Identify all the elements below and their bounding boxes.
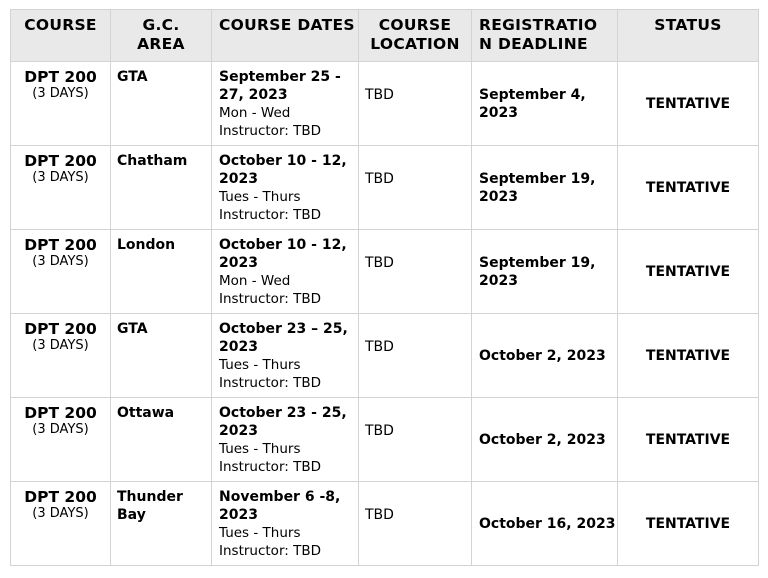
area-name-line2: Bay <box>117 507 146 523</box>
table-row <box>11 230 759 314</box>
status-cell: TENTATIVE <box>618 398 759 482</box>
date-range-line1: September 25 - <box>219 69 341 85</box>
weekday-range: Mon - Wed <box>219 105 291 121</box>
area-name-line1: GTA <box>117 69 148 85</box>
course-cell <box>11 314 111 398</box>
header-status: STATUS <box>618 10 759 62</box>
course-code: DPT 200 <box>24 152 97 170</box>
instructor: Instructor: TBD <box>219 459 322 475</box>
header-deadline-line1: REGISTRATIO <box>479 16 598 34</box>
deadline-cell <box>472 398 618 482</box>
location-cell: TBD <box>359 482 472 566</box>
date-range-line1: October 23 – 25, <box>219 321 348 337</box>
status-cell: TENTATIVE <box>618 482 759 566</box>
location-cell: TBD <box>359 314 472 398</box>
header-location-line1: COURSE <box>378 16 452 34</box>
area-name-line1: Chatham <box>117 153 188 169</box>
header-deadline <box>472 10 618 62</box>
table-row <box>11 398 759 482</box>
deadline-line1: September 4, <box>479 86 586 103</box>
status-cell: TENTATIVE <box>618 146 759 230</box>
date-range-line1: October 10 - 12, <box>219 153 347 169</box>
dates-cell <box>212 62 359 146</box>
deadline-line1: October 2, 2023 <box>479 431 606 448</box>
header-course: COURSE <box>11 10 111 62</box>
course-cell <box>11 398 111 482</box>
header-area <box>111 10 212 62</box>
dates-cell <box>212 146 359 230</box>
area-name-line1: Ottawa <box>117 405 175 421</box>
date-range-line2: 2023 <box>219 171 258 187</box>
course-schedule-table <box>10 9 759 566</box>
area-name-line1: GTA <box>117 321 148 337</box>
weekday-range: Tues - Thurs <box>219 525 301 541</box>
header-deadline-line2: N DEADLINE <box>479 35 588 53</box>
table-row <box>11 314 759 398</box>
dates-cell <box>212 230 359 314</box>
date-range-line2: 2023 <box>219 507 258 523</box>
header-area-line1: G.C. <box>142 16 180 34</box>
deadline-cell <box>472 230 618 314</box>
instructor: Instructor: TBD <box>219 543 322 559</box>
weekday-range: Tues - Thurs <box>219 189 301 205</box>
date-range-line1: October 23 - 25, <box>219 405 347 421</box>
course-code: DPT 200 <box>24 488 97 506</box>
header-row <box>11 10 759 62</box>
deadline-line1: October 2, 2023 <box>479 347 606 364</box>
status-cell: TENTATIVE <box>618 314 759 398</box>
course-schedule <box>10 9 758 566</box>
table-row <box>11 482 759 566</box>
status-cell: TENTATIVE <box>618 230 759 314</box>
header-area-line2: AREA <box>137 35 185 53</box>
status-cell: TENTATIVE <box>618 62 759 146</box>
course-duration: (3 DAYS) <box>32 254 89 269</box>
header-location <box>359 10 472 62</box>
course-duration: (3 DAYS) <box>32 86 89 101</box>
area-cell <box>111 398 212 482</box>
dates-cell <box>212 482 359 566</box>
area-cell <box>111 314 212 398</box>
course-cell <box>11 230 111 314</box>
date-range-line2: 27, 2023 <box>219 87 288 103</box>
table-row <box>11 146 759 230</box>
instructor: Instructor: TBD <box>219 123 322 139</box>
deadline-line1: September 19, <box>479 254 596 271</box>
deadline-line1: September 19, <box>479 170 596 187</box>
area-cell <box>111 62 212 146</box>
area-name-line1: London <box>117 237 176 253</box>
course-code: DPT 200 <box>24 236 97 254</box>
course-code: DPT 200 <box>24 68 97 86</box>
location-cell: TBD <box>359 146 472 230</box>
deadline-cell <box>472 482 618 566</box>
location-cell: TBD <box>359 398 472 482</box>
location-cell: TBD <box>359 62 472 146</box>
location-cell: TBD <box>359 230 472 314</box>
course-cell <box>11 482 111 566</box>
deadline-line1: October 16, 2023 <box>479 515 616 532</box>
course-cell <box>11 62 111 146</box>
area-cell <box>111 482 212 566</box>
weekday-range: Tues - Thurs <box>219 357 301 373</box>
deadline-line2: 2023 <box>479 188 518 205</box>
dates-cell <box>212 398 359 482</box>
deadline-line2: 2023 <box>479 272 518 289</box>
course-cell <box>11 146 111 230</box>
weekday-range: Mon - Wed <box>219 273 291 289</box>
weekday-range: Tues - Thurs <box>219 441 301 457</box>
header-dates: COURSE DATES <box>212 10 359 62</box>
instructor: Instructor: TBD <box>219 291 322 307</box>
date-range-line1: November 6 -8, <box>219 489 341 505</box>
course-duration: (3 DAYS) <box>32 506 89 521</box>
dates-cell <box>212 314 359 398</box>
date-range-line2: 2023 <box>219 339 258 355</box>
deadline-cell <box>472 314 618 398</box>
course-duration: (3 DAYS) <box>32 422 89 437</box>
deadline-line2: 2023 <box>479 104 518 121</box>
date-range-line1: October 10 - 12, <box>219 237 347 253</box>
area-name-line1: Thunder <box>117 489 183 505</box>
header-location-line2: LOCATION <box>370 35 460 53</box>
course-code: DPT 200 <box>24 320 97 338</box>
instructor: Instructor: TBD <box>219 375 322 391</box>
course-duration: (3 DAYS) <box>32 338 89 353</box>
instructor: Instructor: TBD <box>219 207 322 223</box>
area-cell <box>111 230 212 314</box>
deadline-cell <box>472 146 618 230</box>
date-range-line2: 2023 <box>219 423 258 439</box>
area-cell <box>111 146 212 230</box>
deadline-cell <box>472 62 618 146</box>
table-body <box>11 62 759 566</box>
date-range-line2: 2023 <box>219 255 258 271</box>
table-header <box>11 10 759 62</box>
table-row <box>11 62 759 146</box>
course-duration: (3 DAYS) <box>32 170 89 185</box>
course-code: DPT 200 <box>24 404 97 422</box>
